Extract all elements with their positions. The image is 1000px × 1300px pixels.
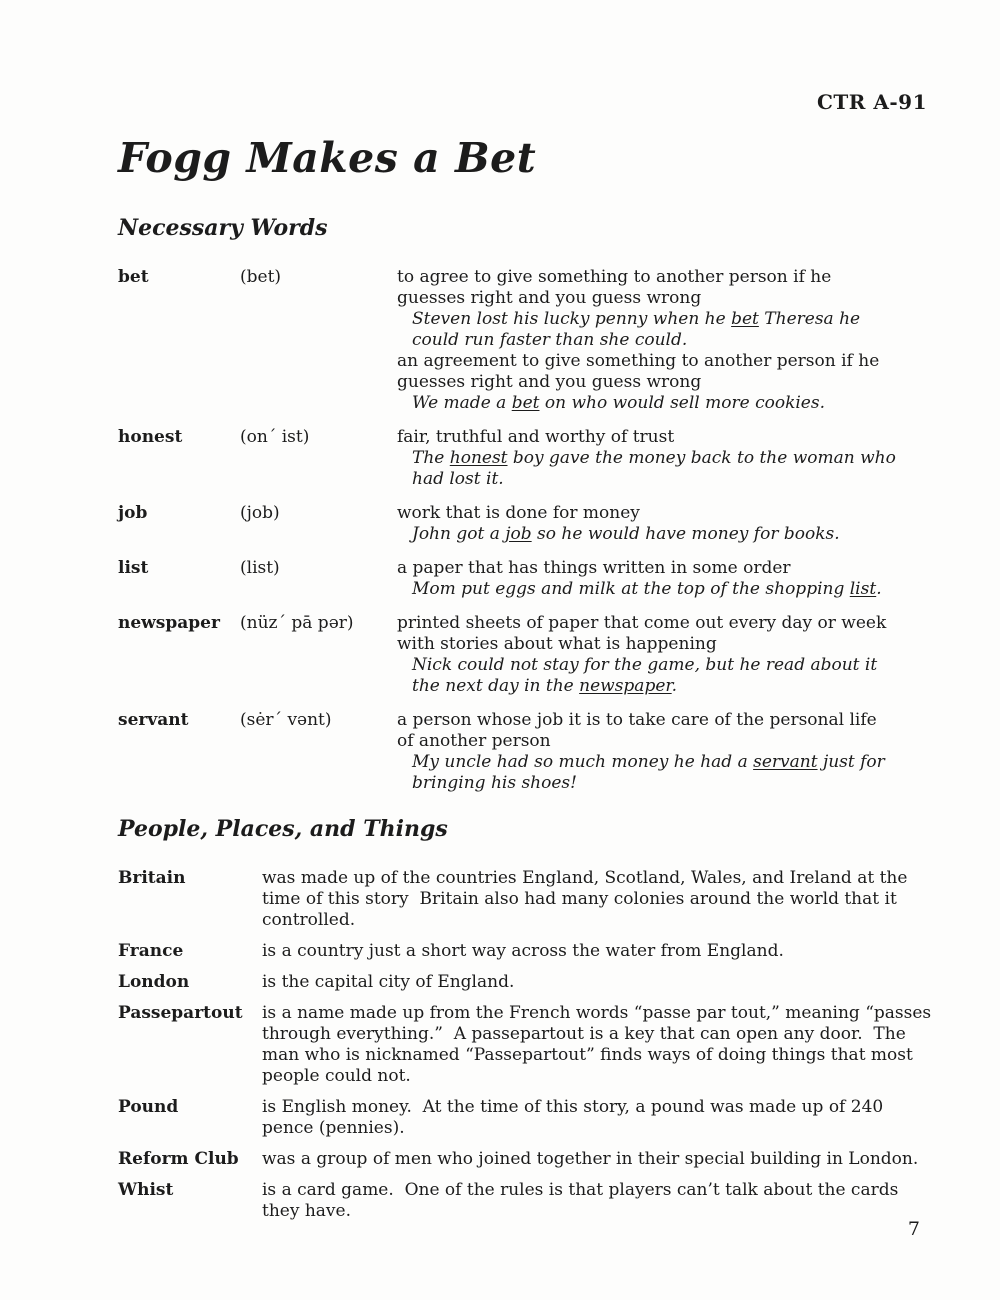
definition-text: to agree to give something to another person if he guesses right and you guess wrong — [397, 267, 832, 308]
term-entry — [118, 941, 935, 962]
example-sentence — [412, 524, 897, 545]
entry-definitions — [397, 267, 897, 414]
word-entry — [118, 503, 935, 545]
term-entry — [118, 972, 935, 993]
section-heading-people-places-things: People, Places, and Things — [118, 816, 448, 842]
example-sentence — [412, 579, 897, 600]
underlined-word: list — [849, 579, 877, 599]
definition-text: work that is done for money — [397, 503, 640, 523]
entry-definitions — [397, 558, 897, 600]
entry-description: is the capital city of England. — [262, 972, 515, 992]
example-text-segment: . — [671, 676, 678, 696]
entry-description: is a card game. One of the rules is that players can’t talk about the cards they have. — [262, 1180, 904, 1221]
entry-pronunciation: (sėr´ vənt) — [240, 710, 332, 730]
word-entry — [118, 710, 935, 794]
example-sentence — [412, 655, 897, 697]
term-entry — [118, 1180, 935, 1222]
term-entry — [118, 1003, 935, 1087]
underlined-word: bet — [511, 393, 540, 413]
entry-description: was a group of men who joined together in their special building in London. — [262, 1149, 919, 1169]
example-text-segment: boy gave the money back to the woman who had lost it. — [412, 448, 896, 489]
page-number: 7 — [907, 1218, 920, 1240]
entry-pronunciation: (on´ ist) — [240, 427, 310, 447]
entry-word: honest — [118, 427, 183, 447]
section-heading-necessary-words: Necessary Words — [118, 215, 328, 241]
example-text-segment: Theresa he could run faster than she could. — [412, 309, 861, 350]
word-entry — [118, 427, 935, 490]
underlined-word: honest — [449, 448, 508, 468]
example-text-segment: My uncle had so much money he had a — [412, 752, 754, 772]
entry-description: is a name made up from the French words “passe par tout,” meaning “passes through everything.” A passepartout is a key that can open any door. The man who is nicknamed “Passepartout” finds ways of doing things that most people could not. — [262, 1003, 937, 1086]
entry-description: is English money. At the time of this story, a pound was made up of 240 pence (pennies). — [262, 1097, 889, 1138]
entry-term: Reform Club — [118, 1149, 239, 1169]
example-text-segment: just for bringing his shoes! — [412, 752, 885, 793]
definition-text: a paper that has things written in some order — [397, 558, 791, 578]
example-text-segment: Mom put eggs and milk at the top of the shopping — [412, 579, 850, 599]
page-title: Fogg Makes a Bet — [118, 134, 537, 182]
entry-pronunciation: (bet) — [240, 267, 282, 287]
entry-definitions — [397, 613, 897, 697]
underlined-word: newspaper — [579, 676, 672, 696]
example-sentence — [412, 752, 897, 794]
entry-term: London — [118, 972, 190, 992]
example-text-segment: Steven lost his lucky penny when he — [412, 309, 732, 329]
example-text-segment: so he would have money for books. — [531, 524, 840, 544]
entry-word: list — [118, 558, 149, 578]
example-text-segment: The — [412, 448, 450, 468]
word-entry — [118, 267, 935, 414]
example-sentence — [412, 309, 897, 351]
term-entry — [118, 868, 935, 931]
term-entry — [118, 1149, 935, 1170]
entry-word: servant — [118, 710, 189, 730]
entry-term: Passepartout — [118, 1003, 243, 1023]
necessary-words-entries — [118, 267, 935, 794]
entry-term: France — [118, 941, 184, 961]
entry-pronunciation: (job) — [240, 503, 280, 523]
example-text-segment: on who would sell more cookies. — [539, 393, 825, 413]
entry-definitions — [397, 503, 897, 545]
term-entry — [118, 1097, 935, 1139]
definition-text: printed sheets of paper that come out every day or week with stories about what is happening — [397, 613, 887, 654]
example-text-segment: We made a — [412, 393, 512, 413]
entry-word: newspaper — [118, 613, 220, 633]
entry-pronunciation: (list) — [240, 558, 280, 578]
example-text-segment: . — [876, 579, 882, 599]
word-entry — [118, 613, 935, 697]
document-code: CTR A-91 — [816, 90, 927, 114]
entry-pronunciation: (nüz´ pā pər) — [240, 613, 354, 633]
underlined-word: bet — [731, 309, 759, 329]
entry-definitions — [397, 427, 897, 490]
example-sentence — [412, 448, 897, 490]
definition-text: fair, truthful and worthy of trust — [397, 427, 675, 447]
entry-word: bet — [118, 267, 149, 287]
entry-term: Britain — [118, 868, 186, 888]
entry-definitions — [397, 710, 897, 794]
example-text-segment: Nick could not stay for the game, but he read about it the next day in the — [412, 655, 878, 696]
example-text-segment: John got a — [412, 524, 506, 544]
entry-word: job — [118, 503, 148, 523]
entry-description: was made up of the countries England, Scotland, Wales, and Ireland at the time of this story Britain also had many colonies around the world that it controlled. — [262, 868, 913, 930]
definition-text: an agreement to give something to another person if he guesses right and you guess wrong — [397, 351, 880, 392]
definition-text: a person whose job it is to take care of the personal life of another person — [397, 710, 877, 751]
underlined-word: job — [505, 524, 532, 544]
people-places-things-entries — [118, 868, 935, 1222]
entry-term: Whist — [118, 1180, 174, 1200]
entry-term: Pound — [118, 1097, 179, 1117]
word-entry — [118, 558, 935, 600]
example-sentence — [412, 393, 897, 414]
entry-description: is a country just a short way across the water from England. — [262, 941, 784, 961]
underlined-word: servant — [753, 752, 818, 772]
